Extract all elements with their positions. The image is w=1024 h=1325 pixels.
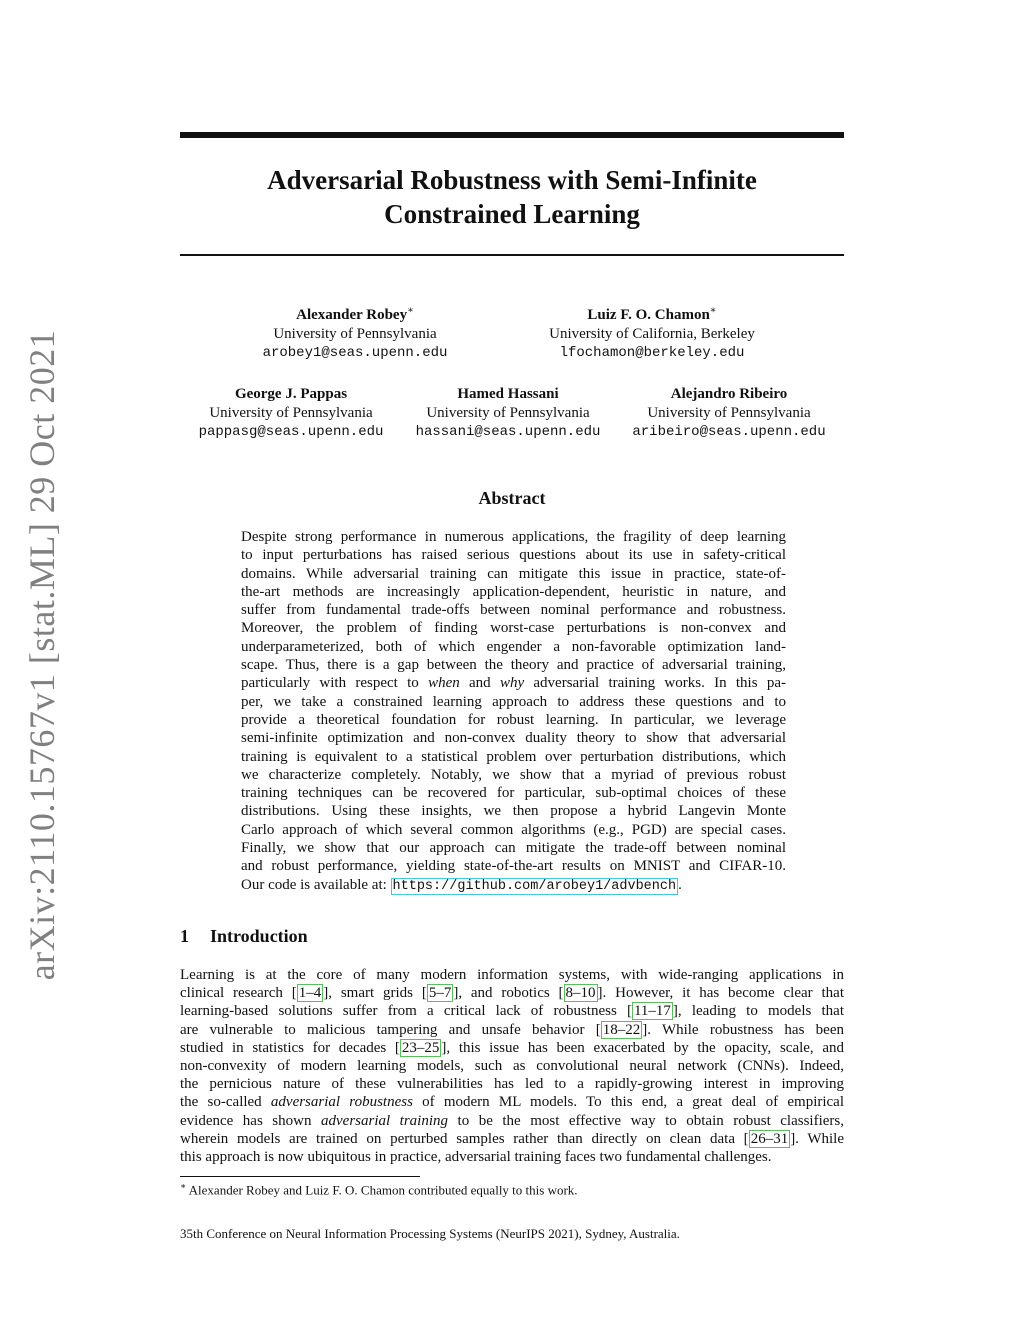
abstract-line: domains. While adversarial training can mitigate this issue in practice, state-of-	[241, 565, 786, 582]
citation-link[interactable]: 8–10	[565, 985, 596, 1002]
paper-title	[180, 163, 844, 231]
footnote-text: Alexander Robey and Luiz F. O. Chamon contributed equally to this work.	[186, 1182, 578, 1198]
body-line: wherein models are trained on perturbed samples rather than directly on clean data [ 26–31 ]. While	[180, 1130, 845, 1147]
abstract-line: the-art methods are increasingly application-dependent, heuristic in nature, and	[241, 583, 786, 600]
author-affiliation: University of California, Berkeley	[549, 326, 755, 342]
abstract-line: Finally, we show that our approach can mitigate the trade-off between nominal	[241, 840, 786, 857]
author-block-pappas	[191, 385, 391, 442]
author-email: aribeiro@seas.upenn.edu	[632, 424, 826, 440]
author-email: hassani@seas.upenn.edu	[415, 424, 601, 440]
body-line: are vulnerable to malicious tampering and unsafe behavior [ 18–22 ]. While robustness has been	[180, 1021, 844, 1038]
abstract-line: Carlo approach of which several common algorithms (e.g., PGD) are special cases.	[241, 821, 786, 838]
section-title: Introduction	[210, 926, 308, 946]
footnote	[180, 1181, 578, 1198]
citation-link[interactable]: 1–4	[298, 985, 322, 1002]
citation-link[interactable]: 5–7	[428, 985, 452, 1002]
author-email: lfochamon@berkeley.edu	[559, 345, 745, 361]
author-affiliation: University of Pennsylvania	[647, 405, 811, 421]
abstract-heading: Abstract	[478, 488, 546, 508]
citation-link[interactable]: 18–22	[602, 1021, 641, 1038]
body-line: this approach is now ubiquitous in practice, adversarial training faces two fundamental challenges.	[180, 1149, 772, 1166]
emphasis-why: why	[499, 675, 525, 692]
abstract-line: training is equivalent to a statistical problem over perturbation distributions, which	[241, 748, 786, 765]
abstract-line: Our code is available at: https://github.com/arobey1/advbench .	[241, 876, 682, 894]
author-name: George J. Pappas	[234, 386, 348, 402]
author-block-robey	[255, 301, 455, 363]
author-email: arobey1@seas.upenn.edu	[262, 345, 448, 361]
body-line: clinical research [ 1–4 ], smart grids [ 5–7 ], and robotics [ 8–10 ]. However, it has become clear that	[180, 985, 844, 1002]
abstract-body	[241, 528, 786, 896]
abstract-line: suffer from fundamental trade-offs between nominal performance and robustness.	[241, 602, 786, 619]
title-rule-bottom	[180, 254, 844, 256]
abstract-line: scape. Thus, there is a gap between the theory and practice of adversarial training,	[241, 657, 786, 674]
section-heading-introduction	[180, 926, 308, 947]
body-line: evidence has shown adversarial training to be the most effective way to obtain robust classifiers,	[180, 1112, 844, 1129]
title-rule-top	[180, 132, 844, 138]
citation-link[interactable]: 26–31	[750, 1130, 789, 1147]
citation-link[interactable]: 23–25	[401, 1039, 440, 1056]
arxiv-identifier-text: arXiv:2110.15767v1 [stat.ML] 29 Oct 2021	[22, 329, 62, 981]
abstract-line: particularly with respect to when and why adversarial training works. In this pa-	[241, 675, 786, 692]
abstract-line: and robust performance, yielding state-of-the-art results on MNIST and CIFAR-10.	[241, 858, 786, 875]
introduction-body	[180, 966, 844, 1166]
conference-note: 35th Conference on Neural Information Processing Systems (NeurIPS 2021), Sydney, Australia.	[180, 1226, 680, 1241]
body-line: studied in statistics for decades [ 23–25 ], this issue has been exacerbated by the opacity, scale, and	[180, 1039, 844, 1056]
abstract-line: to input perturbations has raised serious questions about its use in safety-critical	[241, 547, 786, 564]
author-block-ribeiro	[624, 385, 834, 442]
author-name: Hamed Hassani	[457, 386, 559, 402]
footnote-mark: ∗	[180, 1181, 187, 1191]
body-line: the pernicious nature of these vulnerabilities has led to a rapidly-growing interest in improving	[180, 1076, 844, 1093]
abstract-line: we characterize completely. Notably, we show that a myriad of previous robust	[241, 766, 786, 783]
body-line: non-convexity of modern learning models, such as convolutional neural network (CNNs). Indeed,	[180, 1058, 844, 1075]
author-name: Luiz F. O. Chamon	[587, 307, 710, 323]
abstract-line: provide a theoretical foundation for robust learning. In particular, we leverage	[241, 711, 786, 728]
section-number: 1	[180, 926, 189, 946]
citation-link[interactable]: 11–17	[633, 1003, 671, 1020]
abstract-line: Moreover, the problem of finding worst-case perturbations is non-convex and	[241, 620, 786, 637]
footnote-rule	[180, 1176, 420, 1177]
equal-contribution-mark: ∗	[407, 305, 414, 316]
equal-contribution-mark: ∗	[709, 305, 717, 316]
paper-title-line-2: Constrained Learning	[384, 199, 640, 229]
paper-title-line-1: Adversarial Robustness with Semi-Infinite	[267, 165, 757, 195]
author-block-hassani	[408, 385, 608, 442]
author-name: Alejandro Ribeiro	[670, 386, 788, 402]
author-affiliation: University of Pennsylvania	[209, 405, 373, 421]
abstract-line: underparameterized, both of which engender a non-favorable optimization land-	[241, 638, 786, 655]
abstract-line: Despite strong performance in numerous applications, the fragility of deep learning	[241, 529, 786, 545]
abstract-line: semi-infinite optimization and non-convex duality theory to show that adversarial	[241, 730, 786, 747]
body-line: learning-based solutions suffer from a critical lack of robustness [ 11–17 ], leading to models that	[180, 1003, 844, 1020]
emphasis-adversarial-robustness: adversarial robustness	[270, 1094, 413, 1111]
body-line: Learning is at the core of many modern information systems, with wide-ranging applications in	[180, 967, 844, 983]
author-affiliation: University of Pennsylvania	[426, 405, 590, 421]
author-name: Alexander Robey	[296, 307, 408, 323]
emphasis-adversarial-training: adversarial training	[321, 1112, 449, 1129]
author-affiliation: University of Pennsylvania	[273, 326, 437, 342]
abstract-line: per, we take a constrained learning approach to address these questions and to	[241, 693, 786, 710]
author-email: pappasg@seas.upenn.edu	[198, 424, 384, 440]
abstract-line: training techniques can be recovered for particular, sub-optimal choices of these	[241, 785, 786, 802]
code-repository-link[interactable]: https://github.com/arobey1/advbench	[392, 878, 677, 894]
body-line: the so-called adversarial robustness of modern ML models. To this end, a great deal of empirical	[180, 1094, 845, 1111]
author-block-chamon	[532, 301, 772, 363]
emphasis-when: when	[428, 675, 460, 692]
abstract-line: distributions. Using these insights, we then propose a hybrid Langevin Monte	[241, 803, 786, 820]
